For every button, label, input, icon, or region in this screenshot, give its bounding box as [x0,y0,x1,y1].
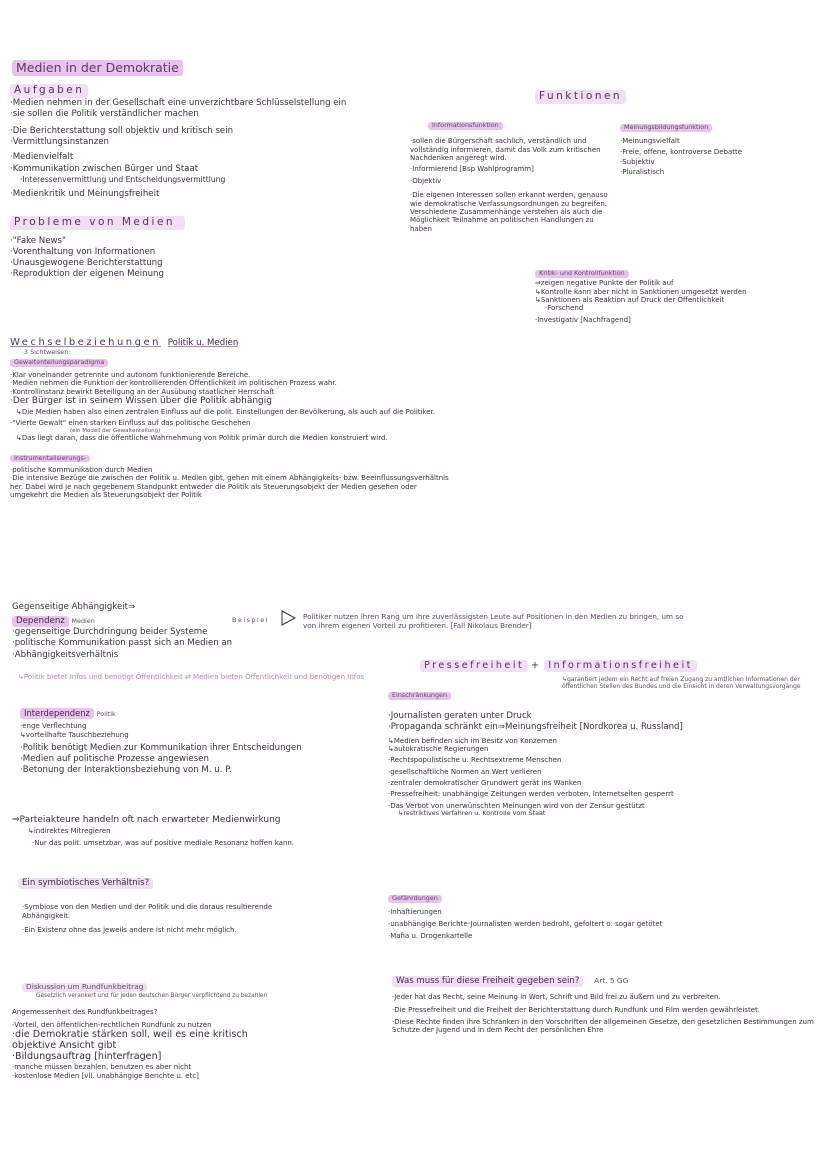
list-item: ·Jeder hat das Recht, seine Meinung in Wort, Schrift und Bild frei zu äußern und zu verbreiten. [392,993,721,1002]
list-item: ·"Vierte Gewalt" einen starken Einfluss auf das politische Geschehen [10,419,251,428]
list-item: ·Mafia u. Drogenkartelle [388,931,473,940]
list-item: ·Medienvielfalt [10,152,74,163]
list-item: ·Die Pressefreiheit und die Freiheit der Berichterstattung durch Rundfunk und Film werden gewährleistet. [392,1005,760,1014]
list-item: ·Vermittlungsinstanzen [10,137,109,148]
list-item: ·Pluralistisch [620,168,665,177]
presse-definition: ↳garantiert jedem ein Recht auf freien Zugang zu amtlichen Informationen der öffentlichen Stellen des Bundes und die Einsicht in deren Verwaltungsvorgänge [562,676,801,691]
dependenz-tag: Medien [71,617,95,625]
list-item: ·Investigativ [Nachfragend] [535,315,631,324]
gegenseitig-label: Gegenseitige Abhängigkeit⇒ [12,602,136,612]
list-item: ↳Medien befinden sich im Besitz von Konzernen [388,736,557,745]
presse-heading-block [420,660,815,672]
wechsel-note: 3 Sichtweisen: [24,348,71,357]
dependenz-label: Dependenz [12,616,69,627]
list-item: ·Medien auf politische Prozesse angewiesen [20,754,209,765]
list-item: ·zentraler demokratischer Grundwert gerät ins Wanken [388,779,582,788]
dependenz-section [12,616,382,681]
informationsfunktion-section [410,120,615,233]
list-item: ·Reproduktion der eigenen Meinung [10,269,164,280]
list-item: ·Nur das polit. umsetzbar, was auf positive mediale Resonanz hoffen kann. [32,839,295,848]
list-item: ·Betonung der Interaktionsbeziehung von M. u. P. [20,765,232,776]
list-item: ·Klar voneinander getrennte und autonom funktionierende Bereiche. [10,371,251,380]
list-item: ·Propaganda schränkt ein⇒Meinungsfreiheit [Nordkorea u. Russland] [388,722,683,733]
interdependenz-section [20,708,380,776]
list-item: ·Die eigenen Interessen sollen erkannt werden, genauso wie demokratische Verfassungsordnungen zu begreifen. Verschiedene Zusammenhänge verstehen als auch die Möglichkeit Teilnahme an politischen Handlungen zu haben [410,191,610,233]
presse-heading-b: Informationsfreiheit [544,660,697,672]
parteiakteure-section [12,815,372,847]
list-item: ↳vorteilhafte Tauschbeziehung [20,730,129,739]
rundfunk-note: Gesetzlich verankert und für jeden deutschen Bürger verpflichtend zu bezahlen [36,993,268,1000]
list-item: ·Unausgewogene Berichterstattung [10,257,163,268]
list-item: ·"Fake News" [10,235,66,246]
presse-heading-plus: + [530,660,542,671]
wechsel-section [10,336,450,499]
list-item: ·Bildungsauftrag [hinterfragen] [12,1050,162,1062]
presse-heading-a: Pressefreiheit [420,660,528,672]
list-item: ·Medienkritik und Meinungsfreiheit [10,188,160,199]
kritik-label: Kritik- und Kontrollfunktion [535,270,629,278]
page-title-block [12,60,183,76]
list-item: ·Pressefreiheit: unabhängige Zeitungen werden verboten, Internetseiten gesperrt [388,790,674,799]
list-item: ·Die Berichterstattung soll objektiv und kritisch sein [10,125,234,136]
list-item: ·gesellschaftliche Normen an Wert verlieren [388,767,542,776]
wechsel-heading: Wechselbeziehungen [10,337,161,348]
meinungsbildung-section [620,122,820,177]
rundfunk-question: Angemessenheit des Rundfunkbeitrages? [12,1008,158,1017]
list-item: ·Die intensive Bezüge die zwischen der Politik u. Medien gibt, gehen mit einem Abhängigkeits- bzw. Beeinflussungsverhältnis her. Dabei wird je nach gegebenem Standpunkt entweder die Politik als Steuerungsobjekt der Medien gesehen oder umgekehrt die Medien als Steuerungsobjekt der Politik [10,474,451,499]
list-item: (ein Modell der Gewaltenteilung) [70,427,161,434]
list-item: ·unabhängige Berichte-Journalisten werden bedroht, gefoltert o. sogar getötet [388,919,663,928]
probleme-section [10,216,310,280]
list-item: ↳indirektes Mitregieren [28,826,111,835]
list-item: ·Diese Rechte finden ihre Schranken in den Vorschriften der allgemeinen Gesetze, den gesetzlichen Bestimmungen zum Schutze der Jugend und in dem Recht der persönlichen Ehre [392,1017,817,1035]
list-item: ·kostenlose Medien [vll. unabhängige Berichte u. etc] [12,1071,199,1080]
funktionen-heading-block [535,90,626,104]
list-item: ↳Kontrolle kann aber nicht in Sanktionen umgesetzt werden [535,287,747,296]
list-item: ·Symbiose von den Medien und der Politik und die daraus resultierende Abhängigkeit. [22,903,275,920]
symbiotisch-label: Ein symbiotisches Verhältnis? [18,878,153,889]
probleme-heading: Probleme von Medien [10,216,185,230]
list-item: ·politische Kommunikation durch Medien [10,465,153,474]
list-item: ↳Die Medien haben also einen zentralen Einfluss auf die polit. Einstellungen der Bevölkerung, als auch auf die Politiker. [16,407,436,416]
list-item: ·Objektiv [410,176,442,185]
list-item: ·Subjektiv [620,157,655,166]
gewalten-label: Gewaltenteilungsparadigma [10,359,108,367]
meinungsbildung-label: Meinungsbildungsfunktion [620,124,712,132]
list-item: ·Informierend [Bsp Wahlprogramm] [410,165,534,174]
list-item: ·Interessenvermittlung und Entscheidungsvermittlung [20,174,226,184]
beispiel-label: Beispiel [232,616,269,624]
list-item: ·Journalisten geraten unter Druck [388,711,532,722]
list-item: ↳Politik bietet Infos und benötigt Öffentlichkeit ⇄ Medien bieten Öffentlichkeit und benötigen Infos [18,672,365,681]
list-item: ↳Das liegt daran, dass die öffentliche Wahrnehmung von Politik primär durch die Medien konstruiert wird. [16,434,388,443]
list-item: ·sollen die Bürgerschaft sachlich, verständlich und vollständig informieren, damit das Volk zum kritischen Nachdenken angeregt wird. [410,137,603,162]
kritik-section [535,268,820,324]
list-item: ·Kontrollinstanz bewirkt Beteiligung an der Ausübung staatlicher Herrschaft [10,387,275,396]
page-title: Medien in der Demokratie [12,60,183,76]
rundfunk-label: Diskussion um Rundfunkbeitrag [22,983,147,992]
was-muss-section [392,976,817,1035]
list-item: ·Forschend [545,304,584,313]
was-muss-label: Was muss für diese Freiheit gegeben sein? [392,976,583,987]
list-item: ·Inhaftierungen [388,908,442,917]
list-item: ↳autokratische Regierungen [388,744,489,753]
interdependenz-tag: Politik [96,710,116,718]
list-item: ·Der Bürger ist in seinem Wissen über die Politik abhängig [10,396,272,407]
einschraenkungen-section [388,690,818,818]
list-item: ·politische Kommunikation passt sich an Medien an [12,638,233,649]
gefaehrdungen-label: Gefährdungen [388,895,442,903]
beispiel-text: Politiker nutzen ihren Rang um ihre zuverlässigsten Leute auf Positionen in den Medien zu bringen, um so von ihrem eigenen Vorteil zu profitieren. [Fall Nikolaus Brender] [303,612,684,630]
list-item: ·die Demokratie stärken soll, weil es eine kritisch objektive Ansicht gibt [12,1028,251,1051]
einschraenkungen-label: Einschränkungen [388,692,451,700]
list-item: ·Rechtspopulistische u. Rechtsextreme Menschen [388,756,562,765]
gefaehrdungen-section [388,893,818,940]
symbiotisch-section [18,878,308,934]
list-item: ·gegenseitige Durchdringung beider Systeme [12,627,208,638]
list-item: ·sie sollen die Politik verständlicher machen [10,108,199,119]
list-item: ·Freie, offene, kontroverse Debatte [620,147,743,156]
list-item: ·Vorenthaltung von Informationen [10,246,156,257]
aufgaben-heading: Aufgaben [10,84,88,98]
aufgaben-section [10,84,410,200]
list-item: ↳Sanktionen als Reaktion auf Druck der Öffentlichkeit [535,295,725,304]
list-item: ·Medien nehmen in der Gesellschaft eine unverzichtbare Schlüsselstellung ein [10,97,347,108]
list-item: ⇒Parteiakteure handeln oft nach erwarteter Medienwirkung [12,815,281,825]
list-item: ·manche müssen bezahlen, benutzen es aber nicht [12,1063,192,1072]
list-item: ·enge Verflechtung [20,722,87,731]
interdependenz-label: Interdependenz [20,708,94,719]
list-item: ·Vorteil, den öffentlichen-rechtlichen Rundfunk zu nutzen [12,1020,212,1029]
instrument-label: Instrumentalisierungs- [10,455,90,463]
list-item: ·Ein Existenz ohne das jeweils andere ist nicht mehr möglich. [22,925,237,934]
funktionen-heading: Funktionen [535,90,626,104]
list-item: ↳restriktives Verfahren u. Kontrolle vom Staat [398,809,546,818]
was-muss-ref: Art. 5 GG [594,976,629,985]
list-item: ⇒zeigen negative Punkte der Politik auf [535,279,674,288]
list-item: ·Kommunikation zwischen Bürger und Staat [10,163,199,174]
informationsfunktion-label: Informationsfunktion [428,122,503,130]
wechsel-subheading: Politik u. Medien [167,338,239,348]
list-item: ·Meinungsvielfalt [620,137,680,146]
list-item: ·Medien nehmen die Funktion der kontrollierenden Öffentlichkeit im politischen Prozess wahr. [10,379,337,388]
list-item: ·Das Verbot von unerwünschten Meinungen wird von der Zensur gestützt [388,801,645,810]
list-item: ·Abhängigkeitsverhältnis [12,649,119,660]
list-item: ·Politik benötigt Medien zur Kommunikation ihrer Entscheidungen [20,742,302,753]
rundfunk-section [12,982,272,1080]
